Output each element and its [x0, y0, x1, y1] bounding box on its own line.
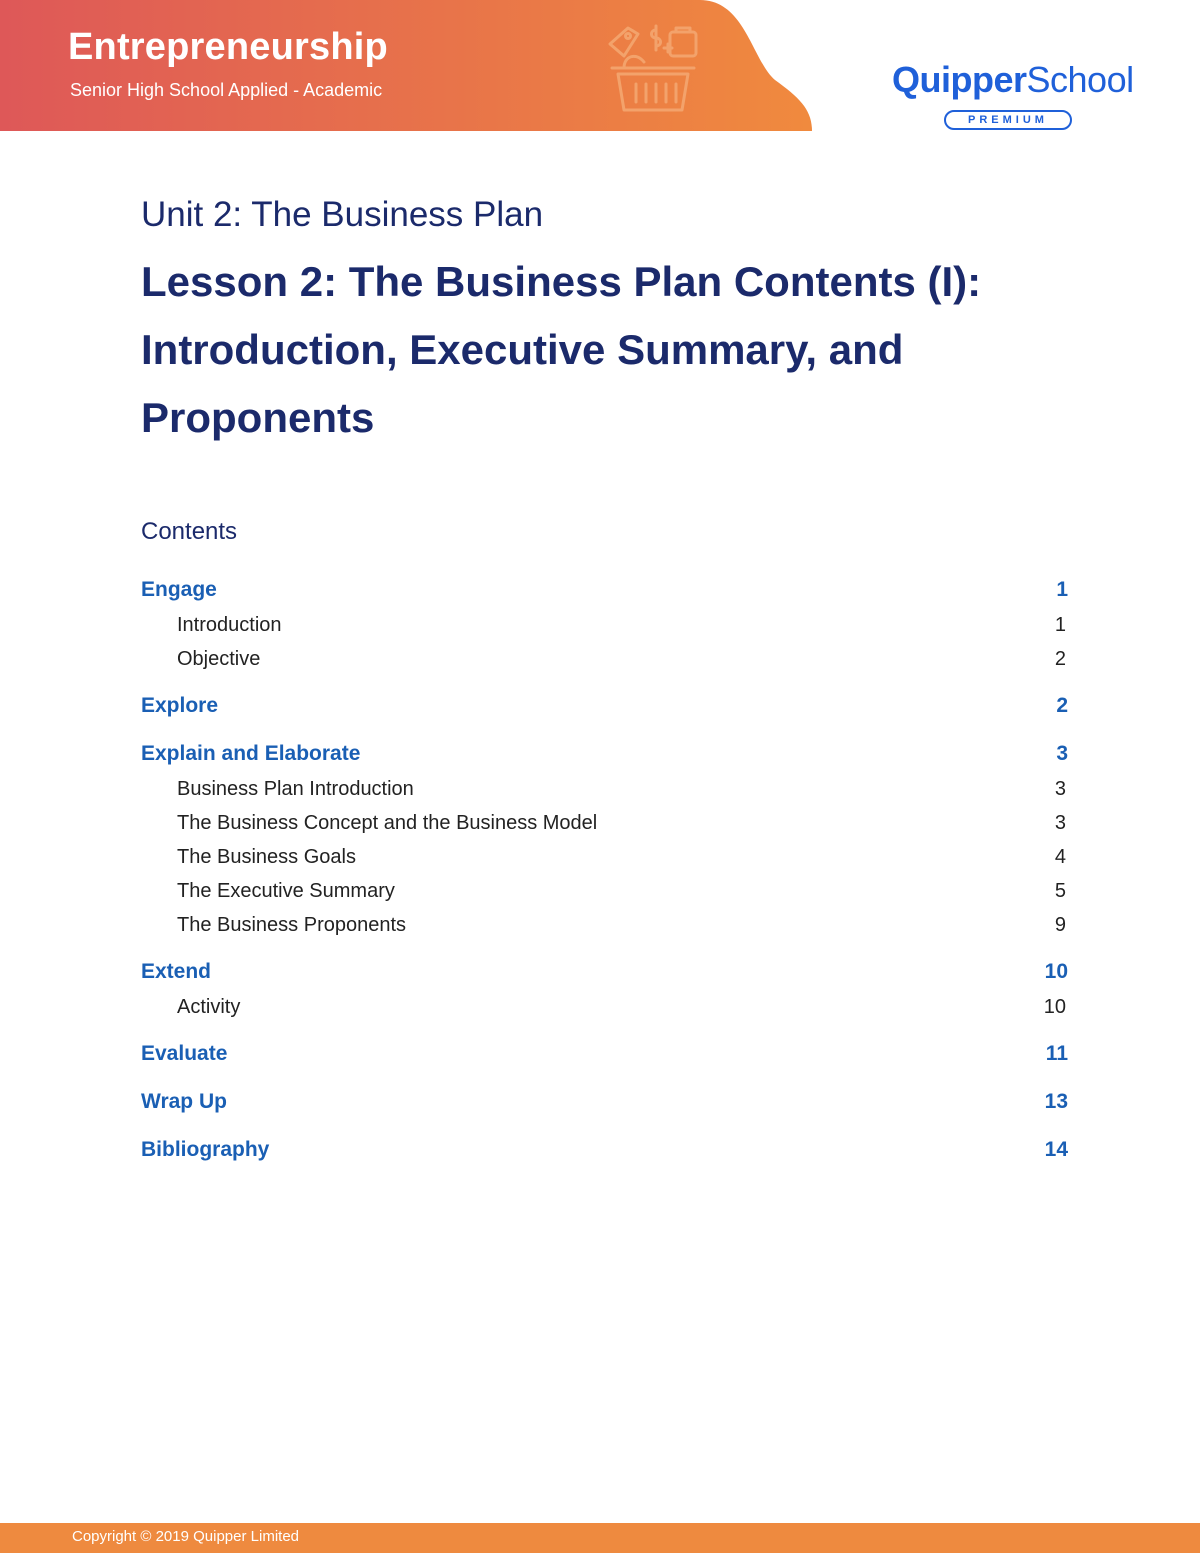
- toc-subentry-label: Business Plan Introduction: [177, 777, 414, 800]
- toc-section-wrap-up: [141, 1084, 1068, 1120]
- toc-subentry-page: 10: [1043, 995, 1066, 1018]
- contents-heading: Contents: [141, 518, 238, 545]
- toc-subentry[interactable]: [141, 608, 1068, 642]
- brand-name-part1: Quipper: [892, 59, 1027, 100]
- toc-entry-label: Bibliography: [141, 1138, 270, 1161]
- toc-subentry-label: The Business Concept and the Business Model: [177, 811, 598, 834]
- toc-entry-page: 11: [1045, 1042, 1068, 1065]
- premium-badge: PREMIUM: [944, 110, 1072, 130]
- toc-section-extend: [141, 954, 1068, 1024]
- toc-entry-label: Engage: [141, 578, 217, 601]
- footer-bar: [0, 1523, 1200, 1553]
- toc-subentry[interactable]: [141, 806, 1068, 840]
- lesson-title: Lesson 2: The Business Plan Contents (I): Introduction, Executive Summary, and Proponents: [141, 258, 982, 441]
- toc-entry-page: 14: [1044, 1138, 1068, 1161]
- course-subtitle: Senior High School Applied - Academic: [70, 80, 383, 100]
- copyright-text: Copyright © 2019 Quipper Limited: [72, 1528, 300, 1545]
- course-title: Entrepreneurship: [68, 26, 388, 68]
- toc-subentry[interactable]: [141, 908, 1068, 942]
- toc-entry-label: Explain and Elaborate: [141, 742, 361, 765]
- toc-section-engage: [141, 572, 1068, 676]
- toc-subentry-page: 3: [1054, 811, 1066, 834]
- toc-section-bibliography: [141, 1132, 1068, 1168]
- toc-entry[interactable]: [141, 572, 1068, 608]
- toc-entry-page: 13: [1044, 1090, 1068, 1113]
- toc-subentry-page: 4: [1054, 845, 1066, 868]
- toc-section-explain-elaborate: [141, 736, 1068, 942]
- table-of-contents: [141, 572, 1068, 1180]
- quipper-school-logo: [892, 58, 1132, 134]
- toc-entry[interactable]: [141, 1084, 1068, 1120]
- brand-name-part2: School: [1026, 59, 1134, 100]
- toc-entry-label: Wrap Up: [141, 1090, 227, 1113]
- toc-subentry[interactable]: [141, 840, 1068, 874]
- toc-entry[interactable]: [141, 1132, 1068, 1168]
- toc-subentry-label: Activity: [177, 995, 241, 1018]
- toc-section-evaluate: [141, 1036, 1068, 1072]
- toc-entry[interactable]: [141, 1036, 1068, 1072]
- toc-subentry-page: 1: [1054, 613, 1066, 636]
- toc-subentry-page: 9: [1054, 913, 1066, 936]
- toc-entry[interactable]: [141, 954, 1068, 990]
- toc-entry-page: 3: [1056, 742, 1068, 765]
- toc-subentry[interactable]: [141, 772, 1068, 806]
- toc-subentry[interactable]: [141, 990, 1068, 1024]
- toc-subentry[interactable]: [141, 642, 1068, 676]
- toc-entry-page: 10: [1044, 960, 1068, 983]
- shopping-basket-icon: [604, 22, 700, 114]
- toc-subentry-label: Objective: [177, 647, 261, 670]
- toc-entry-label: Extend: [141, 960, 212, 983]
- toc-entry-label: Explore: [141, 694, 219, 717]
- toc-entry[interactable]: [141, 736, 1068, 772]
- toc-entry[interactable]: [141, 688, 1068, 724]
- toc-subentry-label: Introduction: [177, 613, 282, 636]
- toc-entry-label: Evaluate: [141, 1042, 228, 1065]
- toc-subentry-page: 2: [1054, 647, 1066, 670]
- toc-subentry-label: The Executive Summary: [177, 879, 395, 902]
- toc-subentry-label: The Business Goals: [177, 845, 356, 868]
- brand-name: [892, 58, 1132, 102]
- toc-subentry-page: 5: [1054, 879, 1066, 902]
- toc-subentry-page: 3: [1054, 777, 1066, 800]
- toc-subentry[interactable]: [141, 874, 1068, 908]
- unit-title: Unit 2: The Business Plan: [141, 195, 544, 234]
- toc-section-explore: [141, 688, 1068, 724]
- toc-entry-page: 1: [1056, 578, 1068, 601]
- toc-subentry-label: The Business Proponents: [177, 913, 407, 936]
- toc-entry-page: 2: [1056, 694, 1068, 717]
